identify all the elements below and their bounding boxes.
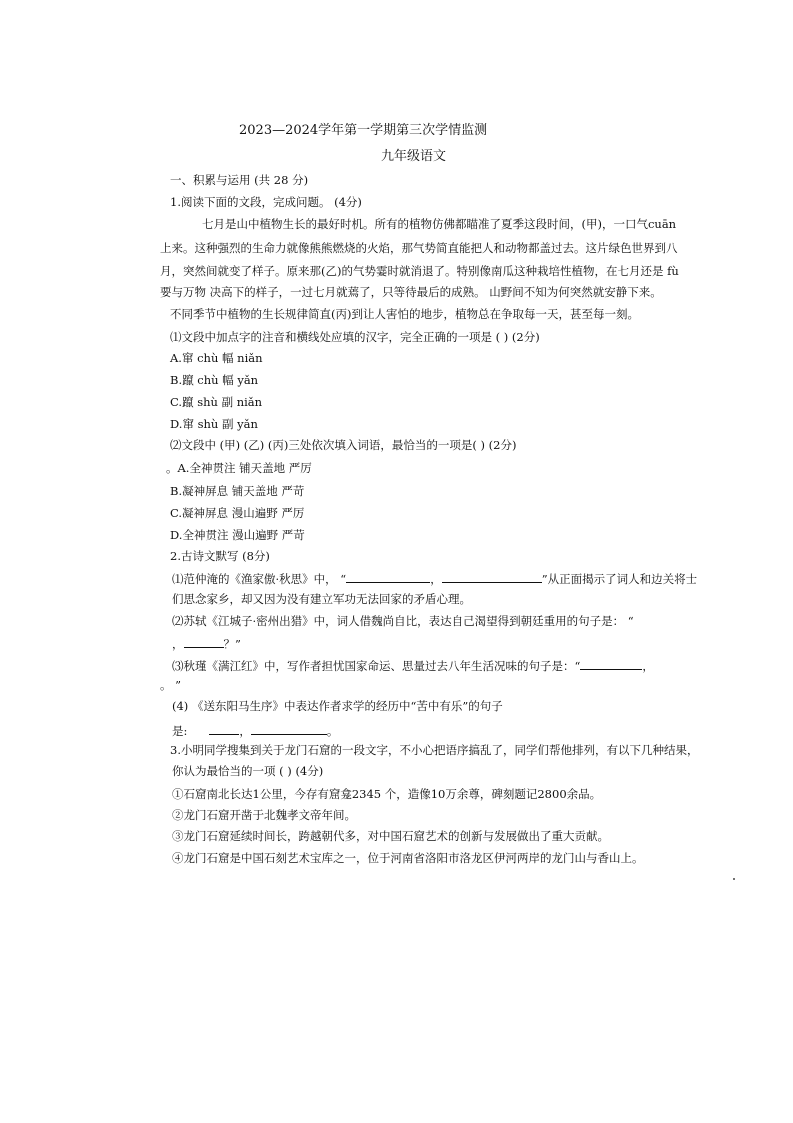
section-heading: 一、积累与运用 (共 28 分): [170, 173, 309, 187]
question-2-stem: 2.古诗文默写 (8分): [170, 549, 270, 563]
passage-line: 上来。这种强烈的生命力就像熊熊燃烧的火焰，那气势简直能把人和动物都盖过去。这片绿色世界到八: [160, 241, 678, 255]
recitation-item-2-cont: ， ？”: [172, 637, 241, 651]
recitation-item-3: ⑶秋瑾《满江红》中，写作者担忧国家命运、思量过去八年生活况味的句子是：“ ，: [172, 659, 654, 673]
recitation-item-1-cont: 们思念家乡，却又因为没有建立军功无法回家的矛盾心理。: [172, 592, 471, 606]
passage-line: 要与万物 决高下的样子，一过七月就蔫了，只等待最后的成熟。 山野间不知为何突然就安静下来。: [160, 285, 662, 299]
question-3-stem-cont: 你认为最恰当的一项 ( ) (4分): [172, 764, 324, 778]
option-d: D.全神贯注 漫山遍野 严苛: [170, 528, 305, 542]
option-c: C.躥 shù 副 niǎn: [170, 395, 263, 409]
sentence-item: ④龙门石窟是中国石刻艺术宝库之一，位于河南省洛阳市洛龙区伊河两岸的龙门山与香山上。: [172, 851, 644, 865]
question-3-stem: 3.小明同学搜集到关于龙门石窟的一段文字，不小心把语序搞乱了，同学们帮他排列，有以下几种结果，: [170, 743, 699, 757]
option-a: 。A.全神贯注 铺天盖地 严厉: [166, 461, 312, 475]
subquestion-1-stem: ⑴文段中加点字的注音和横线处应填的汉字，完全正确的一项是 ( ) (2分): [170, 330, 540, 344]
recitation-item-4: (4) 《送东阳马生序》中表达作者求学的经历中“苦中有乐”的句子: [172, 699, 503, 713]
scan-speck: [733, 878, 735, 880]
option-a: A.窜 chù 幅 niǎn: [170, 351, 263, 365]
recitation-item-3-cont: 。 ”: [160, 678, 182, 692]
question-1-stem: 1.阅读下面的文段，完成问题。 (4分): [170, 195, 362, 209]
answer-blank[interactable]: [209, 724, 239, 735]
sentence-item: ③龙门石窟延续时间长，跨越朝代多，对中国石窟艺术的创新与发展做出了重大贡献。: [172, 829, 609, 843]
recitation-item-2: ⑵苏轼《江城子·密州出猎》中，词人借魏尚自比，表达自己渴望得到朝廷重用的句子是： “: [172, 614, 634, 628]
answer-blank[interactable]: [442, 572, 542, 583]
answer-blank[interactable]: [184, 637, 224, 648]
exam-title: 2023—2024学年第一学期第三次学情监测: [239, 123, 488, 138]
passage-line: 不同季节中植物的生长规律简直(丙)到让人害怕的地步，植物总在争取每一天，甚至每一刻。: [170, 307, 639, 321]
option-c: C.凝神屏息 漫山遍野 严厉: [170, 506, 305, 520]
subquestion-2-stem: ⑵文段中 (甲) (乙) (丙)三处依次填入词语，最恰当的一项是( ) (2分): [170, 438, 517, 452]
exam-subtitle: 九年级语文: [381, 149, 447, 164]
recitation-item-4-cont: 是: ， 。: [172, 724, 339, 738]
answer-blank[interactable]: [580, 659, 642, 670]
option-d: D.窜 shù 副 yǎn: [170, 417, 258, 431]
option-b: B.躥 chù 幅 yǎn: [170, 373, 259, 387]
recitation-item-1: ⑴范仲淹的《渔家傲·秋思》中， “ ， ”从正面揭示了词人和边关将士: [172, 572, 698, 586]
sentence-item: ②龙门石窟开凿于北魏孝文帝年间。: [172, 808, 356, 822]
passage-line: 七月是山中植物生长的最好时机。所有的植物仿佛都瞄准了夏季这段时间，(甲)，一口气cuān: [202, 217, 677, 231]
passage-line: 月，突然间就变了样子。原来那(乙)的气势霎时就消退了。特别像南瓜这种栽培性植物，在七月还是 fù: [160, 264, 679, 278]
sentence-item: ①石窟南北长达1公里，今存有窟龛2345 个，造像10万余尊，碑刻题记2800余品。: [172, 787, 602, 801]
option-b: B.凝神屏息 铺天盖地 严苛: [170, 484, 305, 498]
answer-blank[interactable]: [251, 724, 327, 735]
answer-blank[interactable]: [346, 572, 430, 583]
